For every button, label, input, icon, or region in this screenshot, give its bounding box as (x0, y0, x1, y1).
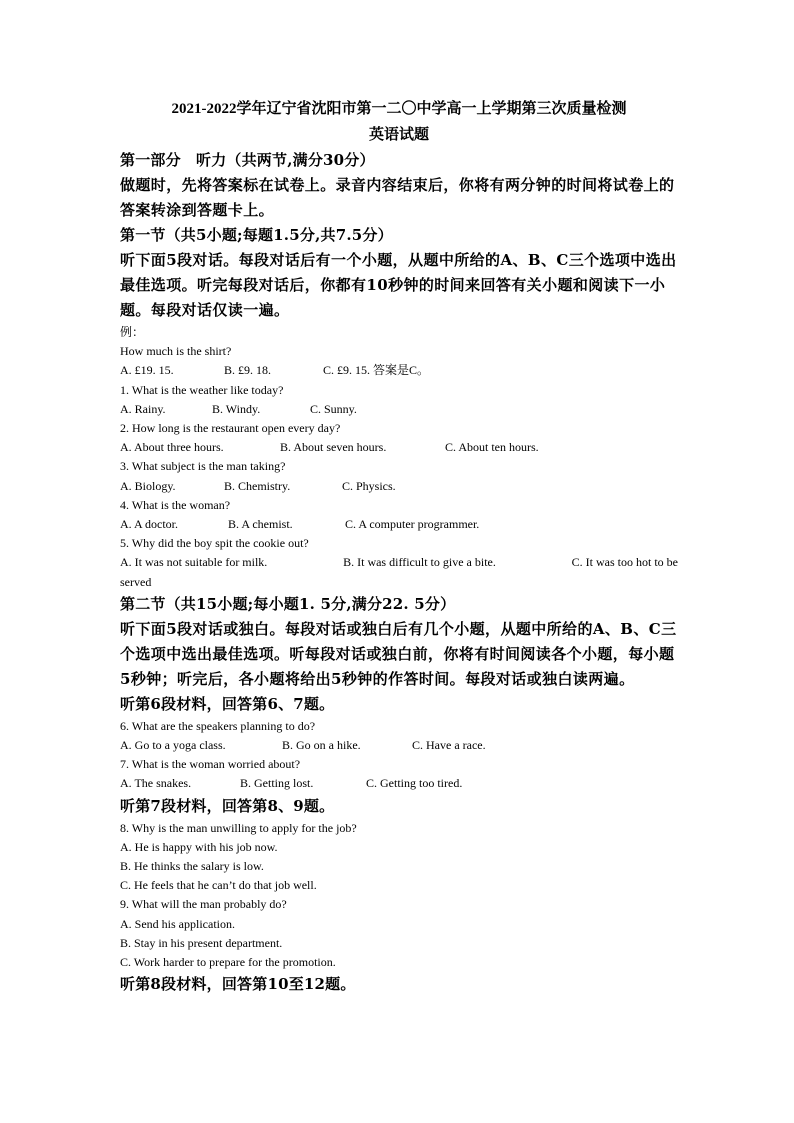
question-8-option-c: C. He feels that he can’t do that job well. (120, 878, 317, 893)
question-5-options: A. It was not suitable for milk. B. It was difficult to give a bite. C. It was too hot to be served (120, 555, 678, 589)
option-a: A. It was not suitable for milk. (120, 555, 268, 570)
question-8-option-a: A. He is happy with his job now. (120, 839, 278, 854)
option-a: A. About three hours. (120, 440, 224, 455)
material6-heading: 听第6段材料，回答第6、7题。 (120, 694, 335, 713)
option-c: C. Have a race. (412, 738, 486, 753)
option-c: C. Physics. (342, 478, 396, 493)
option-a: A. Biology. (120, 478, 176, 493)
question-4-options (120, 515, 678, 534)
question-1: 1. What is the weather like today? (120, 382, 284, 397)
question-9-option-a: A. Send his application. (120, 916, 235, 931)
section2-instruction: 听下面5段对话或独白。每段对话或独白后有几个小题，从题中所给的A、B、C三个选项中选出最佳选项。听每段对话或独白前，你将有时间阅读各个小题，每小题5秒钟；听完后，各小题将给出5秒钟的作答时间。每段对话或独白读两遍。 (120, 619, 677, 688)
option-b: B. A chemist. (228, 517, 293, 532)
option-b: B. £9. 18. (224, 363, 272, 378)
part1-heading: 第一部分 听力（共两节,满分30分） (120, 151, 375, 169)
example-question: How much is the shirt? (120, 344, 232, 359)
section1-instruction: 听下面5段对话。每段对话后有一个小题，从题中所给的A、B、C三个选项中选出最佳选项。听完每段对话后，你都有10秒钟的时间来回答有关小题和阅读下一小题。每段对话仅读一遍。 (120, 251, 677, 319)
question-5: 5. Why did the boy spit the cookie out? (120, 536, 309, 551)
option-a: A. A doctor. (120, 517, 179, 532)
part1-instruction: 做题时，先将答案标在试卷上。录音内容结束后，你将有两分钟的时间将试卷上的答案转涂到答题卡上。 (120, 176, 675, 219)
title-line-1: 2021-2022学年辽宁省沈阳市第一二〇中学高一上学期第三次质量检测 (171, 101, 627, 117)
option-b: B. Getting lost. (240, 776, 314, 791)
example-label: 例： (120, 325, 145, 339)
title-line-2: 英语试题 (368, 127, 429, 143)
option-c: C. It was too hot to be (571, 555, 678, 570)
question-4: 4. What is the woman? (120, 497, 231, 512)
question-6-options (120, 736, 678, 755)
option-c: C. Sunny. (310, 401, 357, 416)
question-7: 7. What is the woman worried about? (120, 757, 301, 772)
section2-heading: 第二节（共15小题;每小题1. 5分,满分22. 5分） (120, 594, 456, 613)
question-9: 9. What will the man probably do? (120, 897, 287, 912)
question-3-options (120, 477, 678, 496)
option-b: B. Go on a hike. (282, 738, 361, 753)
option-c: C. About ten hours. (445, 440, 539, 455)
question-9-option-b: B. Stay in his present department. (120, 935, 283, 950)
question-1-options (120, 400, 678, 419)
example-options (120, 361, 678, 380)
option-c: C. Getting too tired. (366, 776, 463, 791)
option-a: A. The snakes. (120, 776, 192, 791)
material7-heading: 听第7段材料，回答第8、9题。 (120, 796, 335, 815)
option-c: C. £9. 15. 答案是C。 (323, 363, 430, 378)
option-a: A. Rainy. (120, 401, 166, 416)
option-a: A. Go to a yoga class. (120, 738, 226, 753)
section1-heading: 第一节（共5小题;每题1.5分,共7.5分） (120, 226, 393, 244)
option-b: B. About seven hours. (280, 440, 387, 455)
option-b: B. Windy. (212, 401, 261, 416)
option-b: B. Chemistry. (224, 478, 291, 493)
question-8-option-b: B. He thinks the salary is low. (120, 859, 264, 874)
option-b: B. It was difficult to give a bite. (343, 555, 496, 570)
material8-heading: 听第8段材料，回答第10至12题。 (120, 975, 356, 994)
question-6: 6. What are the speakers planning to do? (120, 718, 316, 733)
option-a: A. £19. 15. (120, 363, 174, 378)
question-9-option-c: C. Work harder to prepare for the promotion. (120, 955, 336, 970)
option-c: C. A computer programmer. (345, 517, 480, 532)
question-8: 8. Why is the man unwilling to apply for the job? (120, 820, 357, 835)
question-2-options (120, 438, 678, 457)
question-3: 3. What subject is the man taking? (120, 459, 286, 474)
question-7-options (120, 774, 678, 793)
question-2: 2. How long is the restaurant open every day? (120, 421, 341, 436)
